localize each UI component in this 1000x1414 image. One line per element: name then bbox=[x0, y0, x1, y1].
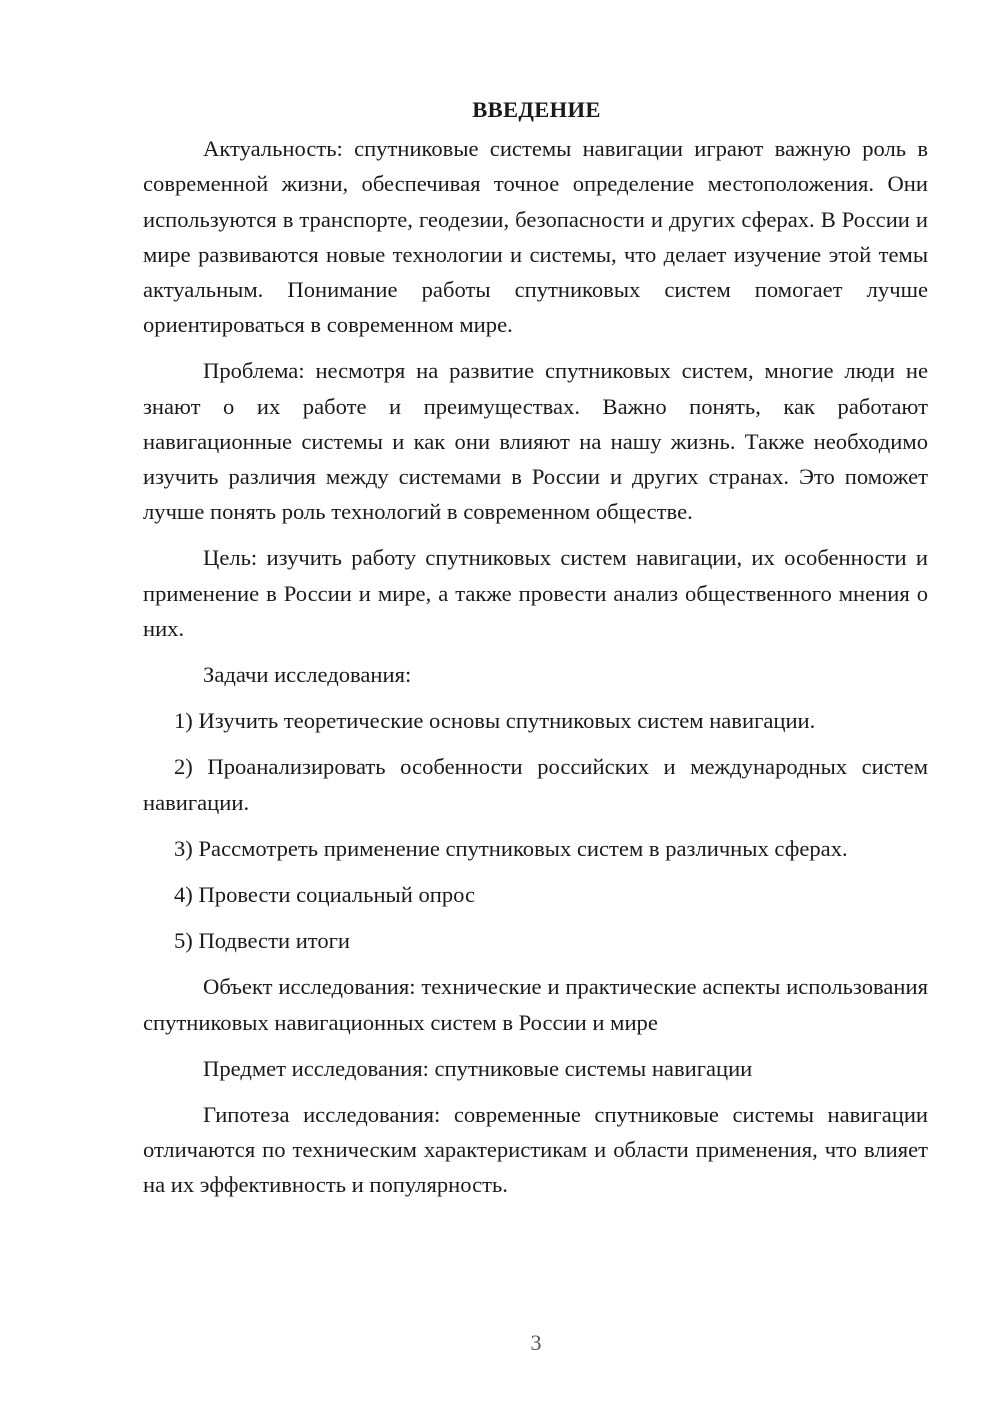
paragraph-problem: Проблема: несмотря на развитие спутниковых систем, многие люди не знают о их работе и преимуществах. Важно понять, как работают навигационные системы и как они влияют на нашу жизнь. Также необходимо изучить различия между системами в России и других странах. Это поможет лучше понять роль технологий в современном обществе. bbox=[143, 358, 928, 525]
task-item-3: 3) Рассмотреть применение спутниковых систем в различных сферах. bbox=[174, 835, 848, 861]
tasks-heading: Задачи исследования: bbox=[203, 662, 412, 688]
task-item-5: 5) Подвести итоги bbox=[174, 928, 351, 954]
paragraph-object: Объект исследования: технические и практические аспекты использования спутниковых навигационных систем в России и мире bbox=[143, 974, 928, 1035]
paragraph-relevance: Актуальность: спутниковые системы навигации играют важную роль в современной жизни, обеспечивая точное определение местоположения. Они используются в транспорте, геодезии, безопасности и других сферах. В России и мире развиваются новые технологии и системы, что делает изучение этой темы актуальным. Понимание работы спутниковых систем помогает лучше ориентироваться в современном мире. bbox=[143, 136, 928, 338]
task-item-1: 1) Изучить теоретические основы спутниковых систем навигации. bbox=[174, 708, 816, 734]
paragraph-subject: Предмет исследования: спутниковые системы навигации bbox=[203, 1055, 753, 1081]
page-content bbox=[143, 92, 928, 1214]
paragraph-hypothesis: Гипотеза исследования: современные спутниковые системы навигации отличаются по техническим характеристикам и области применения, что влияет на их эффективность и популярность. bbox=[143, 1102, 928, 1198]
paragraph-goal: Цель: изучить работу спутниковых систем навигации, их особенности и применение в России и мире, а также провести анализ общественного мнения о них. bbox=[143, 545, 928, 641]
page-number: 3 bbox=[530, 1330, 542, 1355]
task-item-4: 4) Провести социальный опрос bbox=[174, 882, 476, 908]
section-title: ВВЕДЕНИЕ bbox=[472, 97, 601, 122]
task-item-2: 2) Проанализировать особенности российских и международных систем навигации. bbox=[143, 754, 928, 815]
